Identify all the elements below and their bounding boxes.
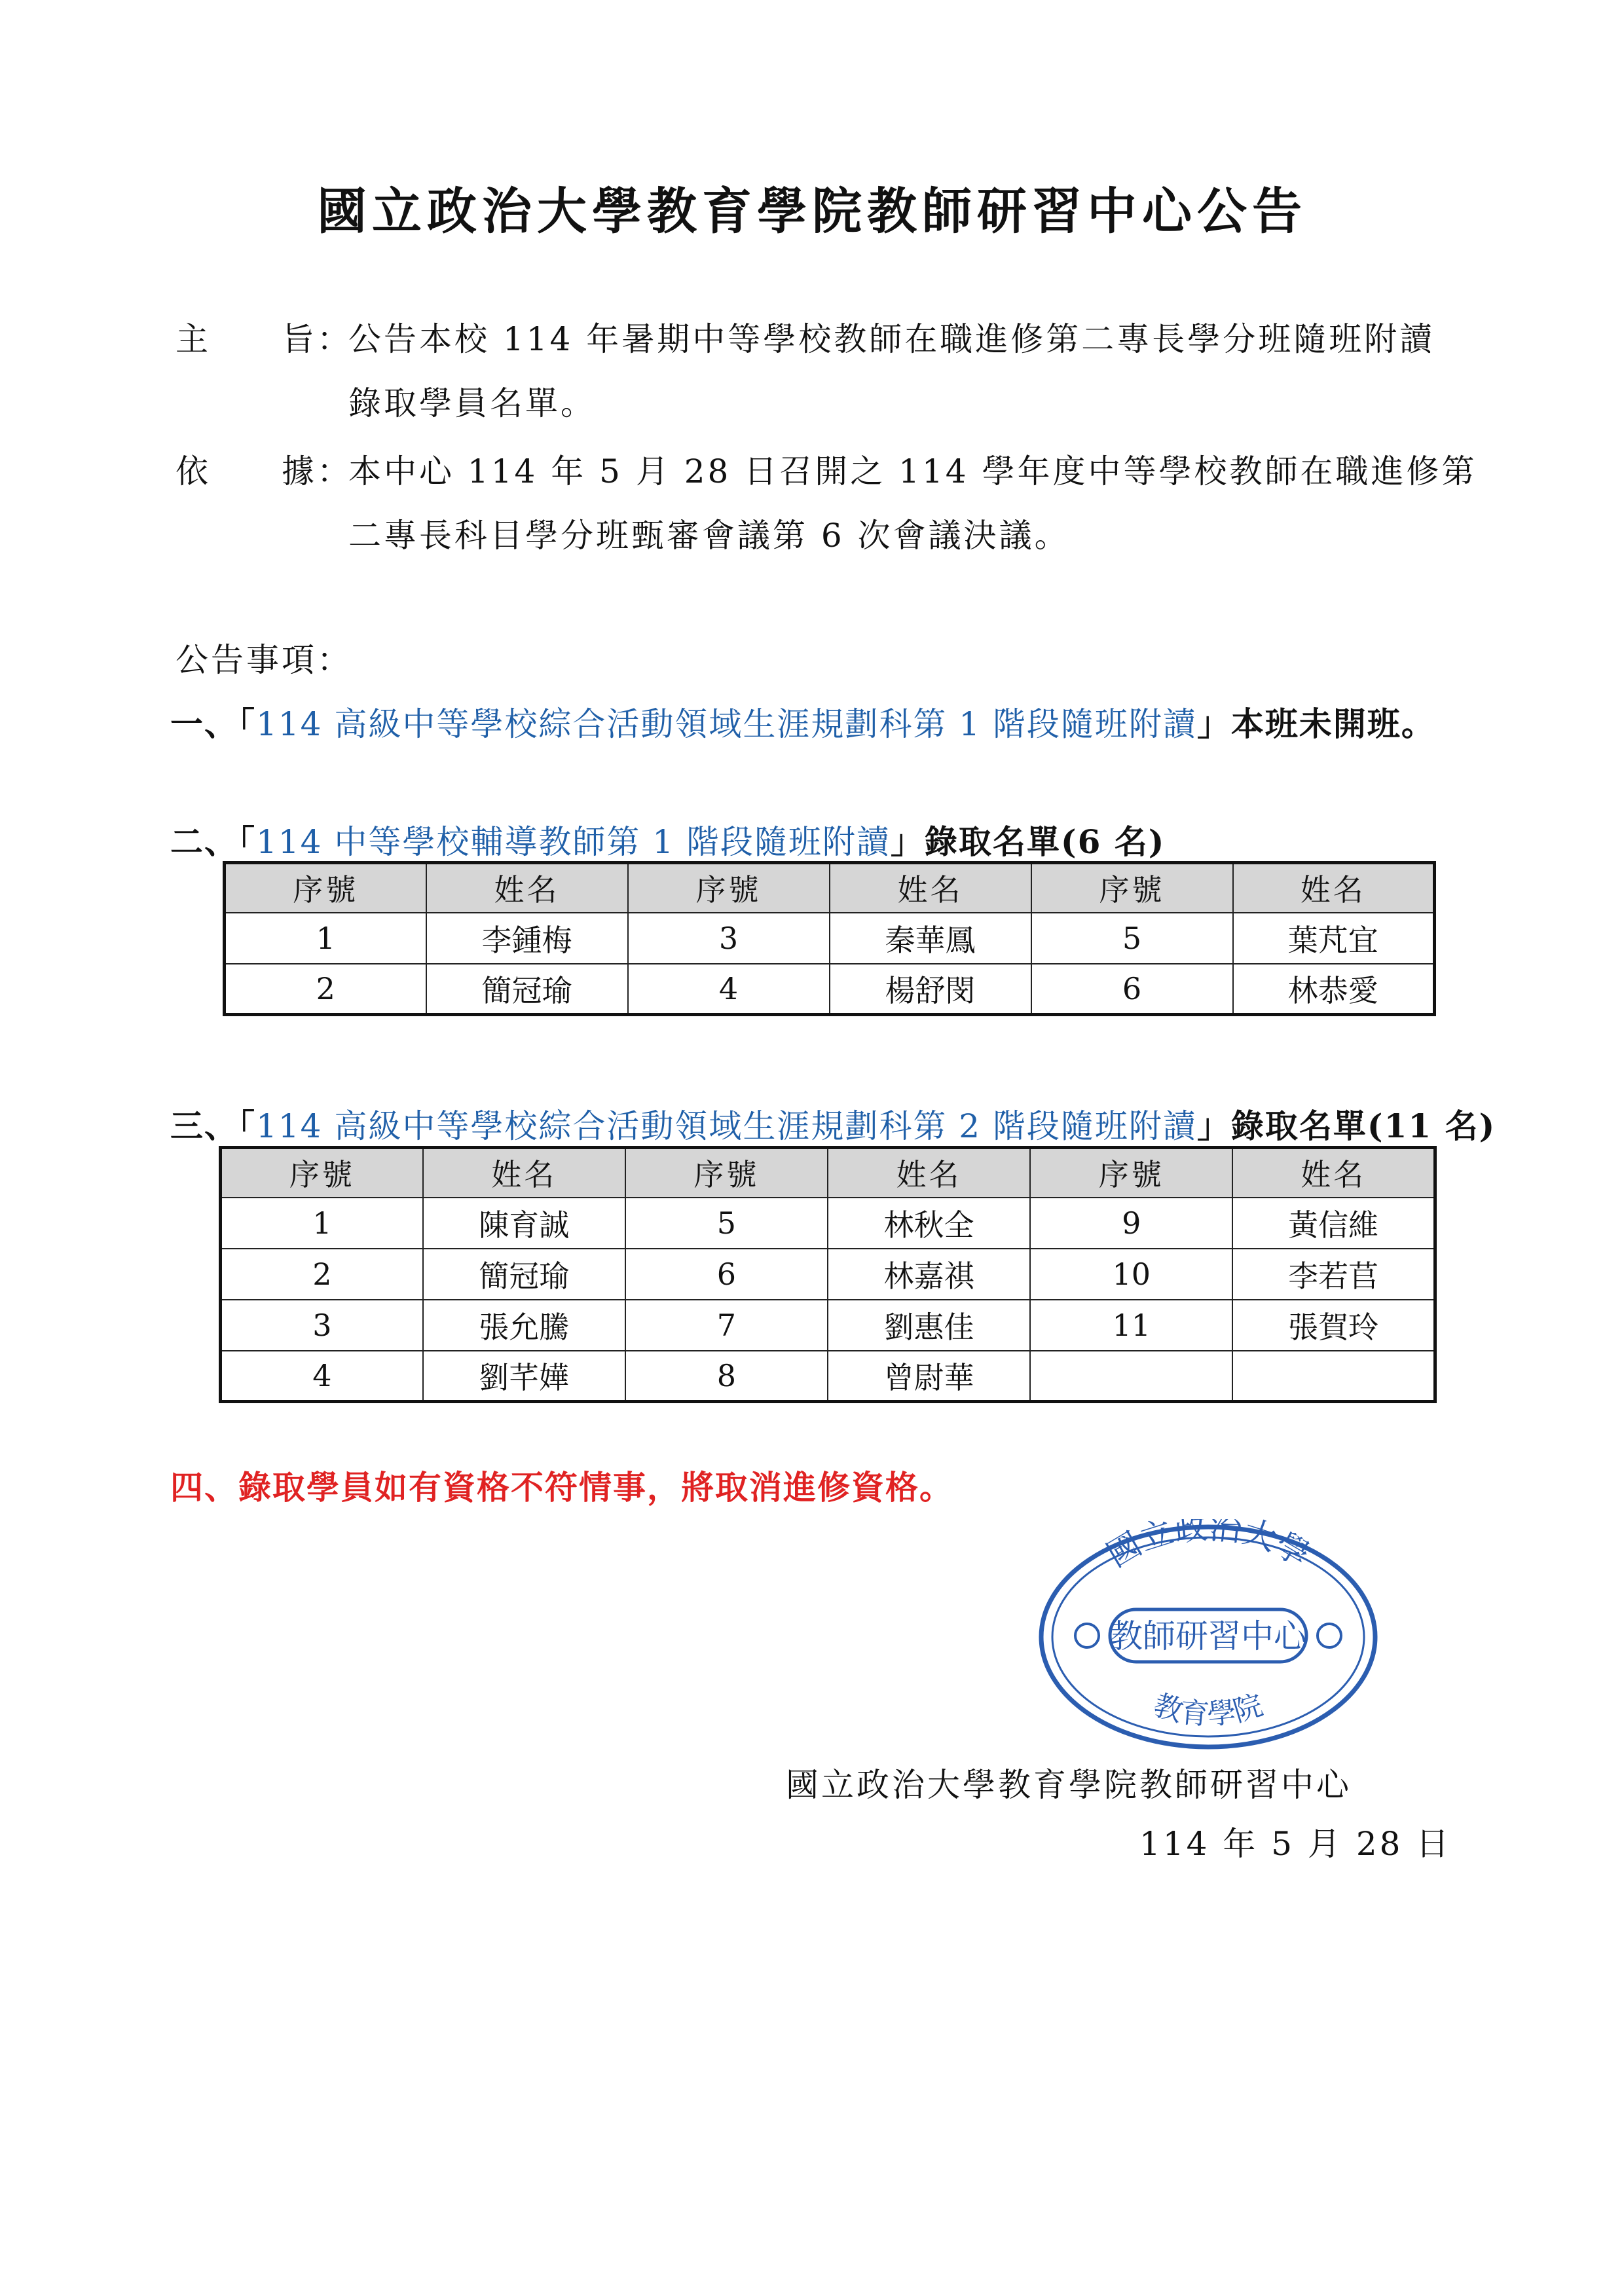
name-cell: 林秋全 (828, 1198, 1030, 1249)
item-2-prefix: 二、「 (170, 822, 256, 861)
seq-cell: 6 (1031, 964, 1233, 1015)
basis-label: 依 據： (175, 452, 352, 490)
seal-top-text: 國立政治大學 (1100, 1519, 1316, 1575)
name-cell: 劉惠佳 (828, 1300, 1030, 1351)
header-name: 姓名 (426, 863, 628, 913)
name-cell: 簡冠瑜 (426, 964, 628, 1015)
official-seal (1035, 1519, 1382, 1755)
basis-line-1: 本中心 114 年 5 月 28 日召開之 114 學年度中等學校教師在職進修第 (348, 452, 1477, 490)
header-name: 姓名 (1232, 1148, 1435, 1198)
table-row (225, 964, 1435, 1015)
seal-graphic (1035, 1519, 1382, 1755)
subject-label: 主 旨： (175, 320, 352, 358)
name-cell: 簡冠瑜 (423, 1249, 625, 1300)
seq-cell: 3 (221, 1300, 423, 1351)
seq-cell: 8 (625, 1351, 828, 1402)
name-cell: 李鍾梅 (426, 913, 628, 964)
page-title: 國立政治大學教育學院教師研習中心公告 (317, 182, 1307, 240)
name-cell: 楊舒閔 (830, 964, 1031, 1015)
seq-cell: 11 (1030, 1300, 1232, 1351)
seq-cell: 1 (225, 913, 426, 964)
table-row (221, 1300, 1435, 1351)
seq-cell: 1 (221, 1198, 423, 1249)
seq-cell: 7 (625, 1300, 828, 1351)
item-1-prefix: 一、「 (170, 705, 256, 743)
name-cell: 陳育誠 (423, 1198, 625, 1249)
name-cell: 劉芊嬅 (423, 1351, 625, 1402)
signature-date: 114 年 5 月 28 日 (1139, 1825, 1452, 1863)
seq-cell: 10 (1030, 1249, 1232, 1300)
name-cell: 曾尉華 (828, 1351, 1030, 1402)
header-seq: 序號 (1031, 863, 1233, 913)
table-header-row (225, 863, 1435, 913)
header-seq: 序號 (1030, 1148, 1232, 1198)
header-seq: 序號 (625, 1148, 828, 1198)
header-name: 姓名 (1233, 863, 1435, 913)
header-seq: 序號 (628, 863, 830, 913)
name-cell: 張允騰 (423, 1300, 625, 1351)
item-3 (170, 1100, 1496, 1147)
item-2-course: 114 中等學校輔導教師第 1 階段隨班附讀 (256, 823, 891, 861)
name-cell: 李若苢 (1232, 1249, 1435, 1300)
admission-table-2 (219, 1146, 1437, 1403)
basis-line-2: 二專長科目學分班甄審會議第 6 次會議決議。 (348, 517, 1070, 555)
name-cell: 秦華鳳 (830, 913, 1031, 964)
header-seq: 序號 (221, 1148, 423, 1198)
table-header-row (221, 1148, 1435, 1198)
item-3-course: 114 高級中等學校綜合活動領域生涯規劃科第 2 階段隨班附讀 (256, 1107, 1197, 1145)
header-name: 姓名 (828, 1148, 1030, 1198)
table-row (225, 913, 1435, 964)
item-3-prefix: 三、「 (170, 1107, 256, 1145)
item-2 (170, 816, 1165, 863)
empty-cell (1232, 1351, 1435, 1402)
name-cell: 林恭愛 (1233, 964, 1435, 1015)
name-cell: 林嘉祺 (828, 1249, 1030, 1300)
seq-cell: 9 (1030, 1198, 1232, 1249)
header-seq: 序號 (225, 863, 426, 913)
table-row (221, 1351, 1435, 1402)
item-2-suffix: 」錄取名單(6 名) (890, 822, 1166, 861)
subject-line-2: 錄取學員名單。 (348, 384, 596, 422)
seq-cell: 4 (221, 1351, 423, 1402)
item-1 (170, 698, 1435, 745)
header-name: 姓名 (423, 1148, 625, 1198)
seal-center-text: 教師研習中心 (1110, 1617, 1306, 1655)
seq-cell: 4 (628, 964, 830, 1015)
seq-cell: 5 (1031, 913, 1233, 964)
name-cell: 黃信維 (1232, 1198, 1435, 1249)
seq-cell: 5 (625, 1198, 828, 1249)
signature-org: 國立政治大學教育學院教師研習中心 (786, 1766, 1352, 1804)
admission-table-1 (223, 861, 1436, 1016)
seq-cell: 2 (225, 964, 426, 1015)
item-4: 四、錄取學員如有資格不符情事，將取消進修資格。 (170, 1468, 953, 1507)
header-name: 姓名 (830, 863, 1031, 913)
name-cell: 葉芃宜 (1233, 913, 1435, 964)
seq-cell: 3 (628, 913, 830, 964)
subject-line-1: 公告本校 114 年暑期中等學校教師在職進修第二專長學分班隨班附讀 (348, 320, 1435, 358)
seq-cell: 6 (625, 1249, 828, 1300)
item-3-suffix: 」錄取名單(11 名) (1196, 1107, 1496, 1145)
notice-heading: 公告事項： (175, 641, 352, 679)
table-row (221, 1249, 1435, 1300)
name-cell: 張賀玲 (1232, 1300, 1435, 1351)
seq-cell: 2 (221, 1249, 423, 1300)
item-1-suffix: 」本班未開班。 (1196, 705, 1435, 743)
item-1-course: 114 高級中等學校綜合活動領域生涯規劃科第 1 階段隨班附讀 (256, 705, 1197, 743)
seal-bottom-text: 教育學院 (1149, 1688, 1267, 1732)
empty-cell (1030, 1351, 1232, 1402)
table-row (221, 1198, 1435, 1249)
